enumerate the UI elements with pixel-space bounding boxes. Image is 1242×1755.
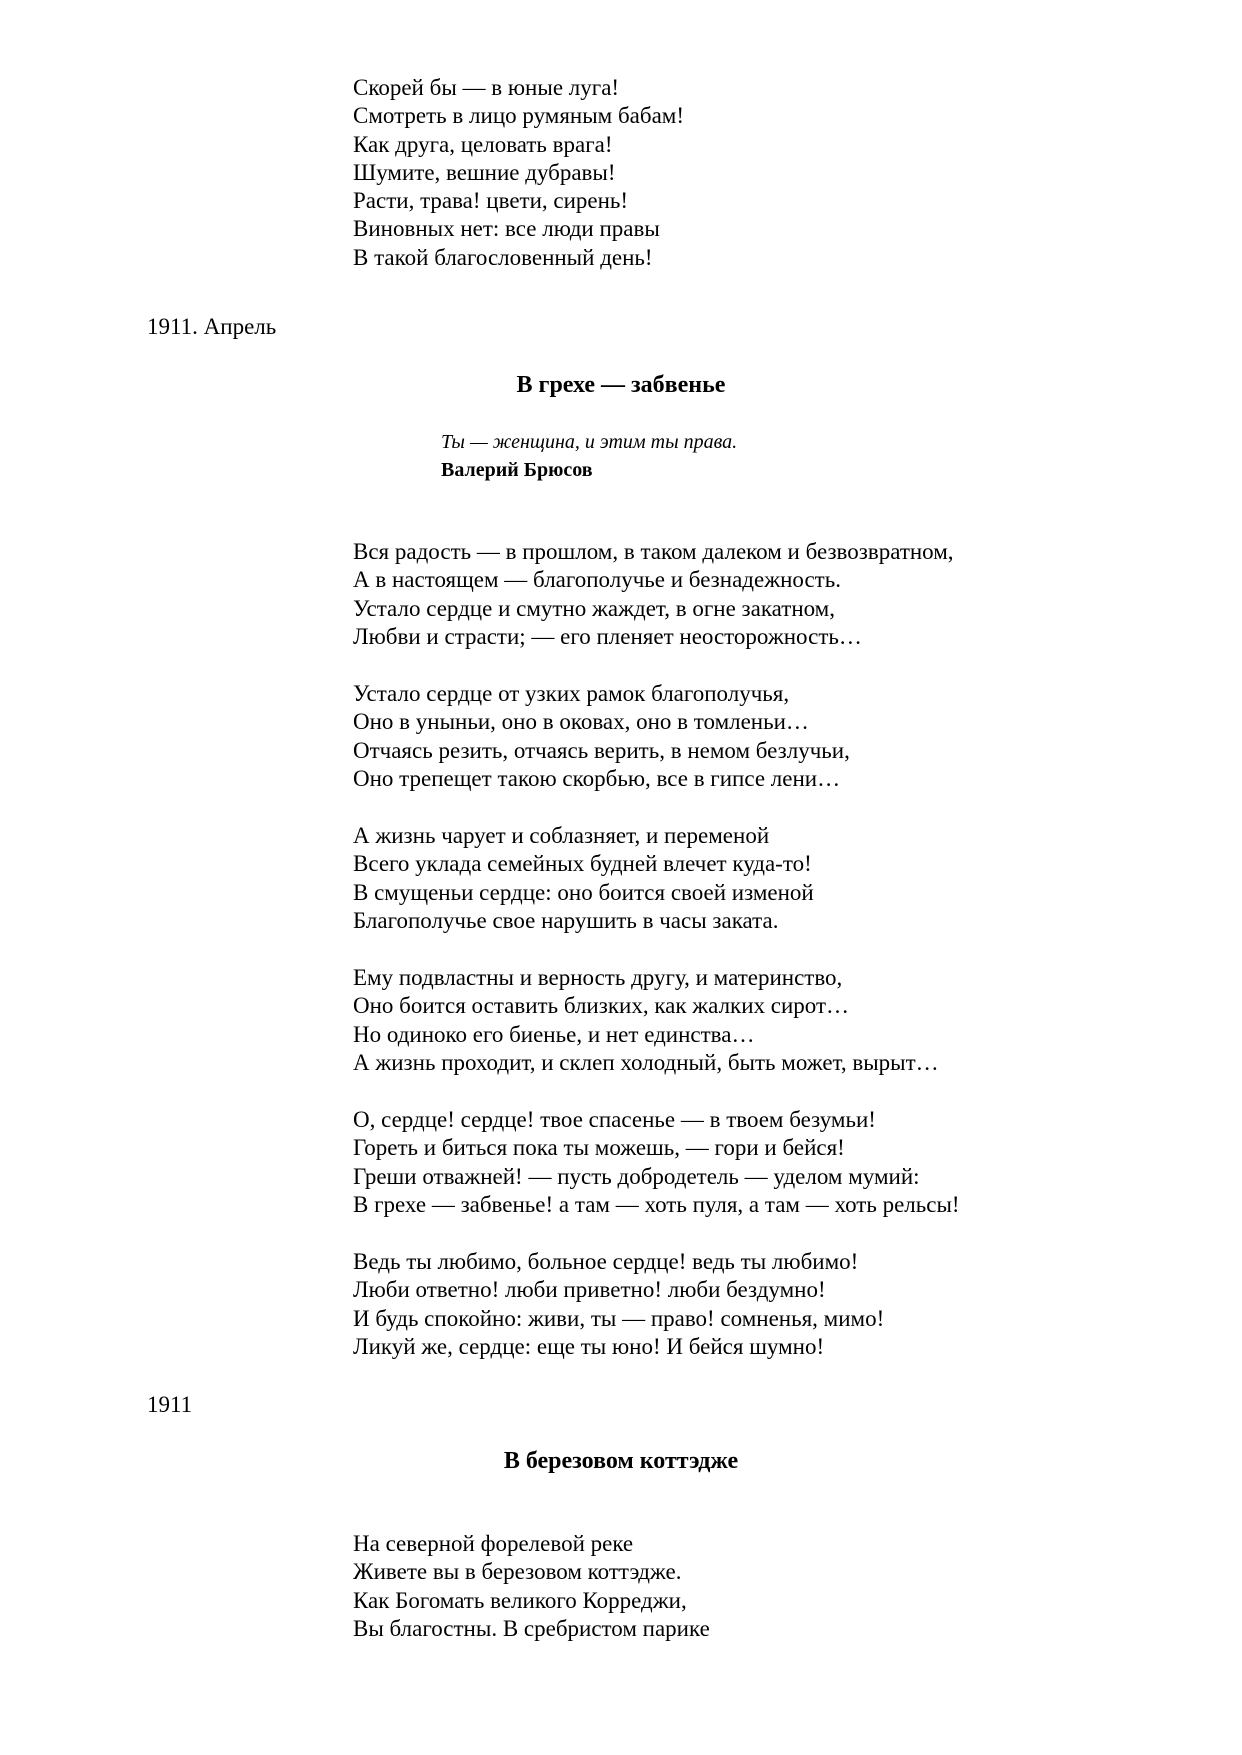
- poem-line: А в настоящем — благополучье и безнадежность.: [353, 567, 841, 593]
- poem-line: Люби ответно! люби приветно! люби бездумно!: [353, 1277, 826, 1303]
- poem-line: Расти, трава! цвети, сирень!: [353, 188, 629, 214]
- poem-end-stanza: [353, 74, 684, 272]
- stanza-2: [353, 680, 850, 793]
- poem-line: Как Богомать великого Корреджи,: [353, 1587, 687, 1613]
- poem-line: Ликуй же, сердце: еще ты юно! И бейся шумно!: [353, 1333, 825, 1359]
- stanza-1: [353, 538, 954, 651]
- poem-line: Отчаясь резить, отчаясь верить, в немом безлучьи,: [353, 737, 850, 763]
- stanza-3: [353, 822, 814, 935]
- poem-line: А жизнь чарует и соблазняет, и переменой: [353, 823, 770, 848]
- poem-line: Вы благостны. В сребристом парике: [353, 1615, 710, 1641]
- poem-line: Устало сердце и смутно жаждет, в огне закатном,: [353, 595, 835, 621]
- poem-line: Виновных нет: все люди правы: [353, 216, 660, 242]
- stanza-6: [353, 1248, 884, 1361]
- stanza-4: [353, 964, 939, 1077]
- poem-line: Благополучье свое нарушить в часы заката.: [353, 907, 779, 933]
- poem-line: Оно боится оставить близких, как жалких сирот…: [353, 993, 850, 1019]
- poem-line: Устало сердце от узких рамок благополучья,: [353, 681, 790, 706]
- poem-line: Всего уклада семейных будней влечет куда-то!: [353, 851, 812, 877]
- poem-line: О, сердце! сердце! твое спасенье — в твоем безумьи!: [353, 1107, 876, 1132]
- epigraph-quote: Ты — женщина, и этим ты права.: [441, 431, 738, 453]
- poem-line: Живете вы в березовом коттэдже.: [353, 1559, 682, 1585]
- poem-line: Но одиноко его биенье, и нет единства…: [353, 1021, 755, 1047]
- poem-line: Скорей бы — в юные луга!: [353, 75, 620, 100]
- poem-line: Греши отважней! — пусть добродетель — уделом мумий:: [353, 1163, 920, 1189]
- poem-line: В такой благословенный день!: [353, 244, 653, 270]
- poem-line: Вся радость — в прошлом, в таком далеком и безвозвратном,: [353, 539, 954, 564]
- poem-line: Любви и страсти; — его пленяет неосторожность…: [353, 623, 862, 649]
- poem-line: Ведь ты любимо, больное сердце! ведь ты любимо!: [353, 1249, 859, 1274]
- poem-line: Как друга, целовать врага!: [353, 131, 613, 157]
- poem-title: В березовом коттэдже: [503, 1448, 739, 1474]
- poem-line: Смотреть в лицо румяным бабам!: [353, 103, 685, 129]
- poem-line: А жизнь проходит, и склеп холодный, быть может, вырыт…: [353, 1049, 939, 1075]
- poem-line: В смущеньи сердце: оно боится своей изменой: [353, 879, 814, 905]
- poem-title: В грехе — забвенье: [516, 372, 726, 398]
- poem-line: Шумите, вешние дубравы!: [353, 159, 616, 185]
- epigraph: [441, 428, 737, 484]
- epigraph-author: Валерий Брюсов: [441, 459, 593, 481]
- stanza-cottage-1: [353, 1530, 710, 1643]
- poem-line: Оно трепещет такою скорбью, все в гипсе лени…: [353, 765, 841, 791]
- poem-date: 1911. Апрель: [147, 314, 277, 339]
- poem-line: Гореть и биться пока ты можешь, — гори и бейся!: [353, 1135, 845, 1161]
- poem-line: На северной форелевой реке: [353, 1531, 634, 1556]
- poem-line: Ему подвластны и верность другу, и материнство,: [353, 965, 843, 990]
- stanza-5: [353, 1106, 960, 1219]
- poem-line: Оно в уныньи, оно в оковах, оно в томленьи…: [353, 709, 809, 735]
- poem-date: 1911: [147, 1392, 193, 1417]
- poem-line: В грехе — забвенье! а там — хоть пуля, а там — хоть рельсы!: [353, 1191, 960, 1217]
- poem-line: И будь спокойно: живи, ты — право! сомненья, мимо!: [353, 1305, 885, 1331]
